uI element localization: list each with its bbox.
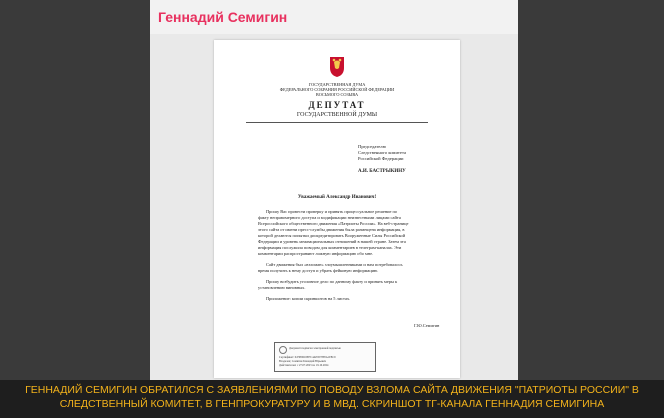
body-line: Прошу Вас провести проверку и принять процессуальное решение по (266, 209, 398, 214)
deputy-title: ДЕПУТАТ (308, 100, 366, 110)
stamp-logo-icon (279, 346, 287, 354)
russian-coat-of-arms-icon (328, 54, 346, 78)
addressee-name: А.И. БАСТРЫКИНУ (358, 169, 406, 174)
letter-page (214, 40, 460, 378)
stamp-line: Владелец: Семигин Геннадий Юрьевич (279, 360, 327, 363)
duma-title: ГОСУДАРСТВЕННОЙ ДУМЫ (296, 112, 378, 118)
body-line: Федерации и уровень межнациональных отношений в нашей стране. Затем эта (258, 239, 406, 244)
addressee-line: Российской Федерации (358, 156, 404, 161)
signature: Г.Ю.Семигин (414, 323, 440, 328)
header-divider (246, 122, 428, 123)
left-blur-panel (0, 0, 150, 380)
org-line: ГОСУДАРСТВЕННАЯ ДУМА (308, 82, 366, 87)
body-line: установлению виновных. (258, 285, 306, 290)
body-line: информация послужила поводом для комментариев в телеграм-каналах. Эти (258, 245, 402, 250)
electronic-signature-stamp (274, 342, 376, 372)
body-line: Сайт движения был «взломан» злоумышленниками и нам потребовалось (266, 262, 403, 267)
body-line: факту неправомерного доступа и модификации неизвестными лицами сайта (258, 215, 401, 220)
body-line: Прошу возбудить уголовное дело по данному факту и принять меры к (266, 279, 398, 284)
channel-name[interactable]: Геннадий Семигин (158, 9, 288, 25)
body-line: которой делаются попытки дискредитировать Вооруженные Силы Российской (258, 233, 406, 238)
addressee-line: Председателю (358, 144, 387, 149)
photo-caption: ГЕННАДИЙ СЕМИГИН ОБРАТИЛСЯ С ЗАЯВЛЕНИЯМИ ПО ПОВОДУ ВЗЛОМА САЙТА ДВИЖЕНИЯ "ПАТРИОТЫ РОССИИ" В СЛЕДСТВЕННЫЙ КОМИТЕТ, В ГЕНПРОКУРАТУРУ И В МВД. СКРИНШОТ ТГ-КАНАЛА ГЕННАДИЯ СЕМИГИНА (25, 384, 639, 410)
body-line: этого сайта от имени пресс-службы движения была размещена информация, в (258, 227, 405, 232)
org-line: ВОСЬМОГО СОЗЫВА (315, 92, 359, 97)
stamp-line: Сертификат: 04798DC0B7C4AE9578F0A1E8C9 (279, 356, 336, 359)
greeting: Уважаемый Александр Иванович! (297, 195, 377, 200)
body-line: время получить к нему доступ и убрать фейковую информацию. (258, 268, 379, 273)
stamp-line: Документ подписан электронной подписью (289, 347, 341, 350)
org-line: ФЕДЕРАЛЬНОГО СОБРАНИЯ РОССИЙСКОЙ ФЕДЕРАЦИИ (279, 87, 395, 92)
body-line: комментарии распространяют ложную информацию обо мне. (258, 251, 374, 256)
body-line: Всероссийского общественного движения «Патриоты России». На веб-странице (258, 221, 409, 226)
addressee-line: Следственного комитета (358, 150, 407, 155)
stamp-line: Действителен: с 27.07.2023 по 19.10.2024 (279, 364, 329, 367)
attachment-note: Приложение: копии скриншотов на 5 листах. (266, 296, 351, 301)
right-blur-panel (518, 0, 664, 380)
